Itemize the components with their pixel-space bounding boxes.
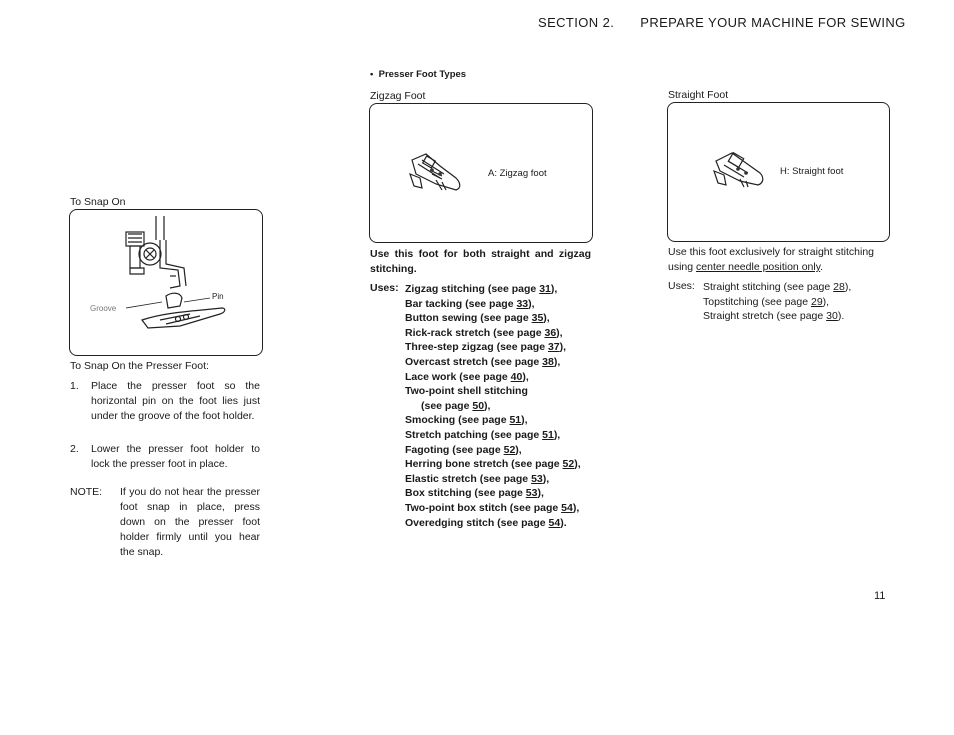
uses-item-text: Topstitching (see page	[703, 295, 811, 308]
straight-figure-title: Straight Foot	[668, 89, 729, 101]
bullet: •	[370, 69, 374, 80]
uses-item-end: ),	[553, 428, 561, 441]
uses-item	[405, 340, 581, 355]
step-1	[70, 379, 260, 424]
note-label: NOTE:	[70, 486, 103, 498]
page-reference: 53	[525, 487, 538, 500]
step-number: 2.	[70, 443, 79, 455]
description-underlined: center needle position only	[696, 261, 821, 273]
pin-label: Pin	[212, 292, 224, 301]
uses-item-end: ),	[553, 355, 561, 368]
uses-item-text: Stretch patching (see page	[405, 428, 543, 441]
heading-text: Presser Foot Types	[378, 69, 467, 80]
straight-uses-list	[703, 280, 851, 324]
page-reference: 37	[547, 341, 560, 354]
uses-item-text: Overedging stitch (see page	[405, 516, 549, 529]
zigzag-foot-illustration	[370, 104, 592, 242]
uses-item	[405, 443, 581, 458]
page-reference: 33	[516, 297, 529, 310]
page-number: 11	[874, 590, 886, 602]
page-reference: 51	[509, 414, 522, 427]
straight-description	[668, 245, 890, 275]
page-reference: 40	[510, 370, 523, 383]
note-text: If you do not hear the presser foot snap in place, press down on the presser foot holder firmly until you hear the snap.	[120, 486, 260, 558]
step-text: Place the presser foot so the horizontal pin on the foot lies just under the groove of the foot holder.	[91, 380, 260, 422]
zigzag-foot-caption: A: Zigzag foot	[488, 168, 547, 179]
uses-item-end: ).	[837, 310, 845, 323]
uses-item-text: Overcast stretch (see page	[405, 355, 543, 368]
section-number: SECTION 2.	[538, 15, 615, 30]
uses-item-end: ),	[574, 458, 581, 471]
uses-item	[405, 501, 581, 516]
page-reference: 52	[503, 443, 516, 456]
page-reference: 54	[561, 501, 573, 514]
page-reference: 38	[542, 355, 554, 368]
uses-item-end: ),	[559, 341, 567, 354]
zigzag-foot-figure	[369, 103, 593, 243]
zigzag-figure-title: Zigzag Foot	[370, 90, 426, 102]
uses-item-text: Three-step zigzag (see page	[405, 341, 548, 354]
page-reference: 31	[539, 283, 551, 295]
uses-item-end: ),	[522, 370, 529, 383]
description-end: .	[820, 261, 824, 273]
uses-item	[405, 516, 581, 531]
straight-foot-figure	[667, 102, 890, 242]
uses-item-end: ),	[572, 501, 580, 514]
step-text: Lower the presser foot holder to lock the presser foot in place.	[91, 443, 260, 470]
uses-item-end: ),	[537, 487, 544, 500]
presser-foot-types-heading	[370, 69, 466, 80]
uses-item-text: Fagoting (see page	[405, 443, 504, 456]
zigzag-uses-label: Uses:	[370, 282, 399, 294]
uses-item	[405, 384, 581, 399]
uses-item-end: ),	[550, 283, 558, 295]
page-reference: 52	[562, 458, 575, 471]
page-reference: 50	[472, 399, 485, 412]
straight-foot-caption: H: Straight foot	[780, 166, 844, 177]
uses-item	[405, 472, 581, 487]
groove-label: Groove	[90, 304, 117, 313]
uses-item-text: Lace work (see page	[405, 370, 511, 383]
uses-item-text: Smocking (see page	[405, 414, 510, 427]
uses-item-end: ),	[484, 399, 491, 412]
description-text: Use this foot exclusively for straight stitching using	[668, 246, 875, 273]
uses-item	[405, 370, 581, 385]
uses-item-text: Two-point box stitch (see page	[405, 501, 562, 514]
uses-item	[405, 355, 581, 370]
zigzag-description: Use this foot for both straight and zigzag stitching.	[370, 248, 591, 275]
uses-item-text: Bar tacking (see page	[405, 297, 517, 310]
uses-item-text: Box stitching (see page	[405, 487, 526, 500]
uses-item	[405, 428, 581, 443]
snap-on-subheading: To Snap On the Presser Foot:	[70, 360, 209, 372]
page-header	[538, 15, 906, 30]
uses-item	[405, 297, 581, 312]
snap-on-figure-title: To Snap On	[70, 196, 126, 208]
uses-item	[703, 295, 851, 310]
uses-item-end: ),	[521, 414, 528, 427]
uses-item	[405, 457, 581, 472]
page-reference: 30	[826, 310, 838, 323]
uses-item	[703, 280, 851, 295]
uses-item	[405, 399, 581, 414]
page-reference: 28	[833, 281, 845, 293]
zigzag-uses-list	[405, 282, 581, 530]
step-number: 1.	[70, 380, 79, 392]
section-title: PREPARE YOUR MACHINE FOR SEWING	[640, 15, 906, 30]
straight-foot-illustration	[668, 103, 889, 241]
uses-item	[703, 309, 851, 324]
uses-item-end: ),	[844, 281, 852, 293]
page-reference: 54	[548, 516, 561, 529]
straight-uses-label: Uses:	[668, 280, 695, 292]
uses-item-end: ),	[543, 312, 550, 325]
page-reference: 36	[544, 326, 557, 339]
page-reference: 35	[531, 312, 544, 325]
uses-item-text: Elastic stretch (see page	[405, 472, 532, 485]
page-reference: 51	[542, 428, 554, 441]
uses-item-text: (see page	[421, 399, 473, 412]
uses-item-text: Rick-rack stretch (see page	[405, 326, 545, 339]
step-2	[70, 442, 260, 472]
page-reference: 53	[531, 472, 543, 485]
uses-item-text: Two-point shell stitching	[405, 385, 528, 398]
uses-item-text: Straight stitching (see page	[703, 281, 834, 293]
uses-item	[405, 282, 581, 297]
uses-item-text: Herring bone stretch (see page	[405, 458, 563, 471]
uses-item-end: ),	[515, 443, 522, 456]
uses-item-end: ),	[822, 295, 830, 308]
uses-item-end: ),	[542, 472, 550, 485]
uses-item	[405, 326, 581, 341]
uses-item	[405, 311, 581, 326]
uses-item-end: ),	[556, 326, 563, 339]
uses-item	[405, 413, 581, 428]
uses-item	[405, 486, 581, 501]
uses-item-text: Straight stretch (see page	[703, 310, 827, 323]
uses-item-end: ),	[528, 297, 535, 310]
snap-on-figure	[69, 209, 263, 356]
page-reference: 29	[810, 295, 823, 308]
uses-item-text: Button sewing (see page	[405, 312, 532, 325]
uses-item-end: ).	[560, 516, 567, 529]
note	[70, 485, 260, 560]
uses-item-text: Zigzag stitching (see page	[405, 283, 540, 295]
foot-holder-illustration	[70, 210, 262, 355]
